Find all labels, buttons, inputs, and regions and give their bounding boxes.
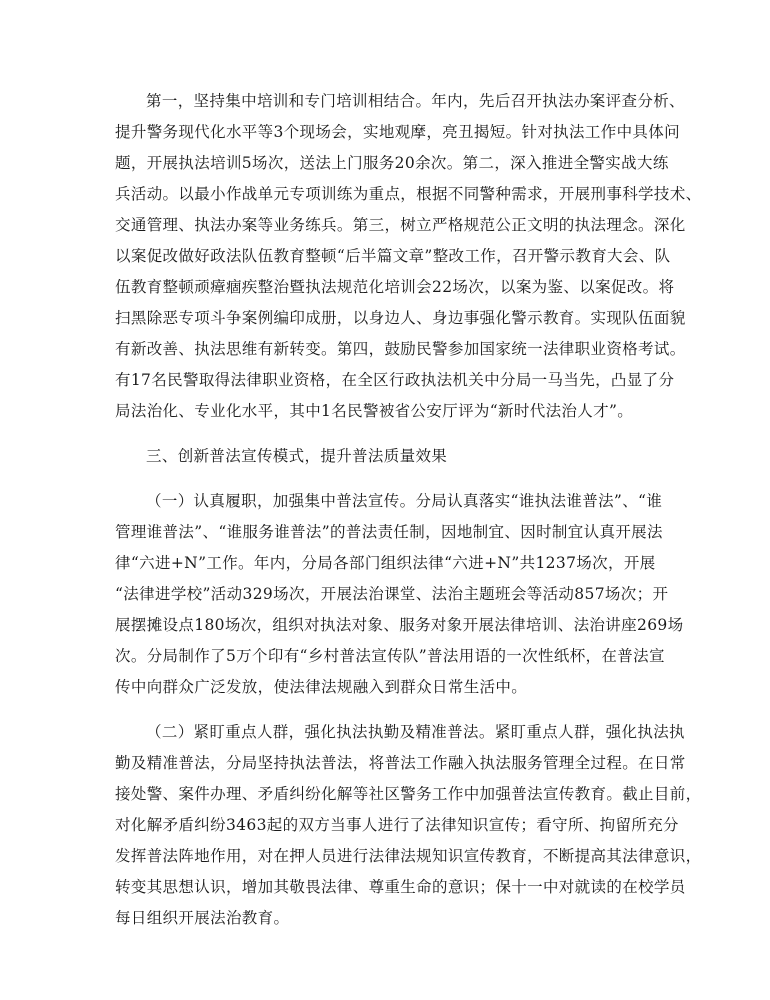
- text-line: 发挥普法阵地作用，对在押人员进行法律法规知识宣传教育，不断提高其法律意识，: [115, 847, 702, 865]
- text-line: （二）紧盯重点人群，强化执法执勤及精准普法。紧盯重点人群，强化执法执: [146, 723, 685, 741]
- text-line: 以案促改做好政法队伍教育整顿“后半篇文章”整改工作，召开警示教育大会、队: [115, 247, 671, 265]
- text-line: 次。分局制作了5万个印有“乡村普法宣传队”普法用语的一次性纸杯，在普法宣: [115, 647, 665, 665]
- text-line: 有17名民警取得法律职业资格，在全区行政执法机关中分局一马当先，凸显了分: [115, 371, 675, 389]
- text-line: 每日组织开展法治教育。: [115, 909, 290, 927]
- text-line: 展摆摊设点180场次，组织对执法对象、服务对象开展法律培训、法治讲座269场: [115, 616, 684, 634]
- text-line: 转变其思想认识，增加其敬畏法律、尊重生命的意识；保十一中对就读的在校学员: [115, 878, 686, 896]
- text-line: 扫黑除恶专项斗争案例编印成册，以身边人、身边事强化警示教育。实现队伍面貌: [115, 309, 686, 327]
- text-line: 接处警、案件办理、矛盾纠纷化解等社区警务工作中加强普法宣传教育。截止目前，: [115, 785, 702, 803]
- text-line: 局法治化、专业化水平，其中1名民警被省公安厅评为“新时代法治人才”。: [115, 402, 634, 420]
- section-heading-text: 三、创新普法宣传模式，提升普法质量效果: [146, 447, 448, 465]
- text-line: 伍教育整顿顽瘴痼疾整治暨执法规范化培训会22场次，以案为鉴、以案促改。将: [115, 278, 675, 296]
- text-line: “法律进学校”活动329场次，开展法治课堂、法治主题班会等活动857场次；开: [115, 585, 669, 603]
- text-line: 兵活动。以最小作战单元专项训练为重点，根据不同警种需求，开展刑事科学技术、: [115, 185, 702, 203]
- text-line: 题，开展执法培训5场次，送法上门服务20余次。第二，深入推进全警实战大练: [115, 154, 669, 172]
- text-line: 提升警务现代化水平等3个现场会，实地观摩，亮丑揭短。针对执法工作中具体问: [115, 123, 680, 141]
- text-line: 律“六进+N”工作。年内，分局各部门组织法律“六进+N”共1237场次，开展: [115, 554, 656, 572]
- text-line: 勤及精准普法，分局坚持执法普法，将普法工作融入执法服务管理全过程。在日常: [115, 754, 686, 772]
- text-line: 第一，坚持集中培训和专门培训相结合。年内，先后召开执法办案评查分析、: [146, 92, 685, 110]
- text-line: 管理谁普法”、“谁服务谁普法”的普法责任制，因地制宜、因时制宜认真开展法: [115, 523, 663, 541]
- text-line: 传中向群众广泛发放，使法律法规融入到群众日常生活中。: [115, 678, 528, 696]
- text-line: 有新改善、执法思维有新转变。第四，鼓励民警参加国家统一法律职业资格考试。: [115, 340, 686, 358]
- text-line: 对化解矛盾纠纷3463起的双方当事人进行了法律知识宣传；看守所、拘留所充分: [115, 816, 679, 834]
- text-line: 交通管理、执法办案等业务练兵。第三，树立严格规范公正文明的执法理念。深化: [115, 216, 686, 234]
- text-line: （一）认真履职，加强集中普法宣传。分局认真落实“谁执法谁普法”、“谁: [146, 492, 663, 510]
